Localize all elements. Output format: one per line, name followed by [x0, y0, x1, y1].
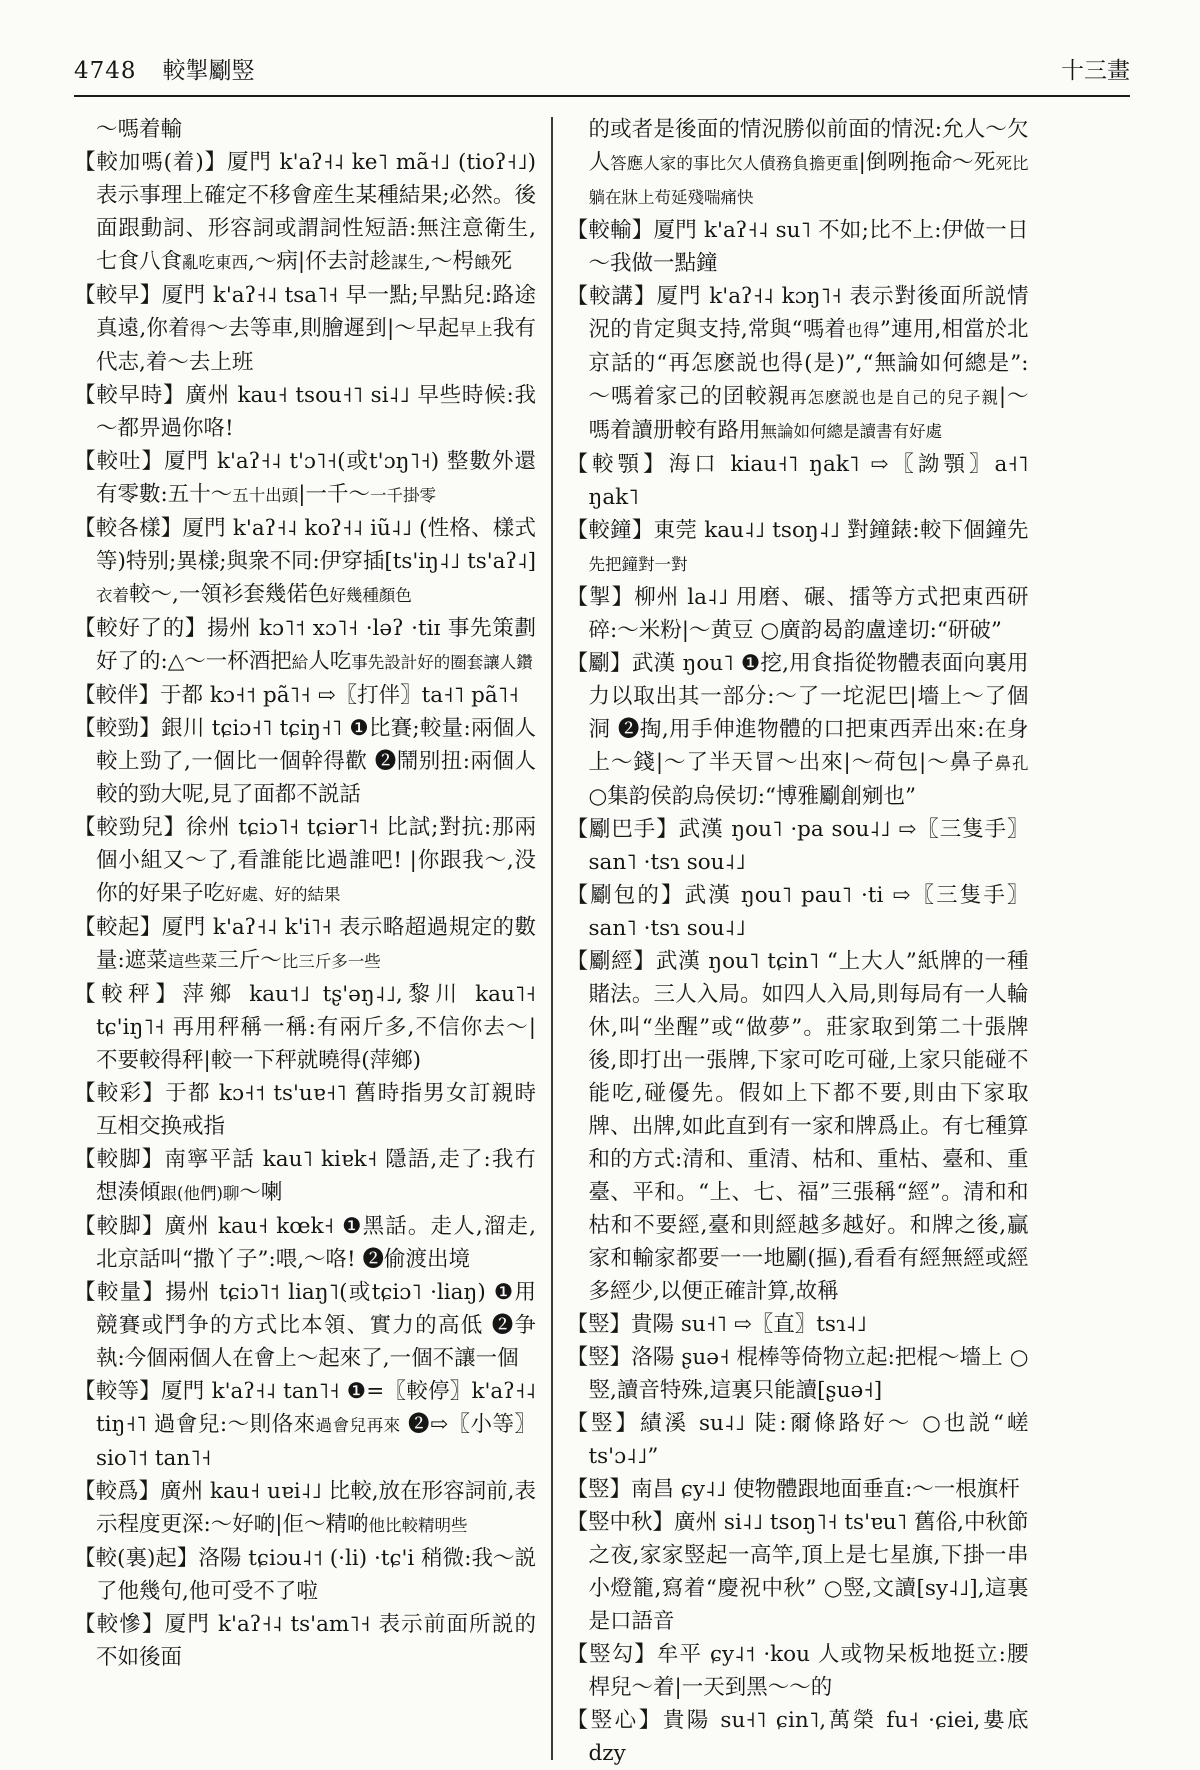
gloss-text: 先把鐘對一對 [588, 555, 688, 574]
entry-text: 【竪】貴陽 su˧˥ ⇨〖直〗tsɿ˨˩ [566, 1312, 867, 1337]
entry-text: ～去等車,則膾遲到|～早起 [206, 316, 460, 341]
entry-text: 人吃 [308, 649, 352, 674]
gloss-text: 五十出頭 [232, 486, 299, 505]
dictionary-entry [567, 214, 1029, 280]
entry-text: 【較顎】海口 kiau˧˥ ŋak˥ ⇨〖詏顎〗a˧˥ ŋak˥ [566, 452, 1029, 510]
stroke-section-label: 十三畫 [1061, 58, 1130, 84]
entry-text: 【竪中秋】廣州 si˨˩ tsoŋ˥˧ ts'ɐu˥ 舊俗,中秋節之夜,家家竪起一高竿,頂上是七星旗,下掛一串小燈籠,寫着“慶祝中秋” ○竪,文讀[sy˨˩],這裏是口語音 [566, 1510, 1029, 1634]
dictionary-entry [567, 813, 1029, 879]
header-rule [74, 95, 1130, 97]
dictionary-entry [74, 1375, 536, 1475]
entry-text: 【劚經】武漢 ŋou˥ tɕin˥ “上大人”紙牌的一種賭法。三人入局。如四人入局,則每局有一人輪休,叫“坐醒”或“做夢”。莊家取到第二十張牌後,即打出一張牌,下家可吃可碰,上家只能碰不能吃,碰優先。假如上下都不要,則由下家取牌、出牌,如此直到有一家和牌爲止。有七種算和的方式:清和、重清、枯和、重枯、臺和、重臺、平和。“上、七、福”三張稱“經”。清和和枯和不要經,臺和則經越多越好。和牌之後,贏家和輸家都要一一地劚(摳),看看有經無經或經多經少,以便正確計算,故稱 [566, 949, 1029, 1304]
gloss-text: 答應人家的事比欠人債務負擔更重 [610, 154, 859, 173]
dictionary-entry [74, 1276, 536, 1375]
gloss-text: 比三斤多一些 [281, 952, 381, 971]
entry-text: 【劚巴手】武漢 ŋou˥ ·pa sou˨˩ ⇨〖三隻手〗san˥ ·tsɿ sou˨˩ [566, 817, 1029, 875]
dictionary-entry [74, 512, 536, 612]
dictionary-entry [74, 445, 536, 512]
entry-text: ,～病|伓去討趁 [248, 249, 392, 274]
gloss-text: 衣着 [96, 586, 129, 605]
dictionary-entry [74, 612, 536, 679]
dictionary-entry [567, 280, 1029, 448]
entry-text: 的或者是後面的情況勝似前面的情況:允人～欠人 [588, 117, 1029, 175]
entry-text: 較～,一領衫套幾偌色 [129, 582, 330, 607]
entry-text: 【較好了的】揚州 kɔ˥˦ xɔ˥˧ ·ləʔ ·tiɪ 事先策劃好了的:△～一杯酒把 [74, 616, 536, 674]
entry-text: ”連用,相當於北京話的“再怎麽説也得(是)”,“無論如何總是”:～嗎着家己的囝較親 [588, 317, 1029, 409]
entry-text: 【較早】厦門 k'aʔ˧˨ tsa˥˧ 早一點;早點兒:路途真遠,你着 [74, 283, 536, 341]
entry-text: 【較等】厦門 k'aʔ˧˨ tan˥˧ ❶=〖較停〗k'aʔ˧˨ tiŋ˧˥ 過會兒:～則佫來 [74, 1379, 536, 1437]
dictionary-entry [567, 1308, 1029, 1341]
entry-text: |倒咧拖命～死 [858, 150, 996, 175]
entry-text: 【劚包的】武漢 ŋou˥ pau˥ ·ti ⇨〖三隻手〗san˥ ·tsɿ sou˨˩ [566, 883, 1029, 941]
entry-text: 三斤～ [217, 948, 282, 973]
entry-text: 【較脚】南寧平話 kau˥ kiɐk˧ 隱語,走了:我冇想湊傾 [74, 1147, 536, 1205]
entry-text: 【較勁兒】徐州 tɕiɔ˥˧ tɕiər˥˧ 比試;對抗:那兩個小組又～了,看誰能比過誰吧! |你跟我～,没你的好果子吃 [74, 815, 536, 906]
running-head-left [74, 52, 255, 85]
gloss-text: 死比躺在牀上苟延殘喘痛快 [588, 154, 1029, 207]
entry-text: 【較講】厦門 k'aʔ˧˨ kɔŋ˥˧ 表示對後面所説情況的肯定與支持,常與“嗎着 [566, 284, 1029, 342]
entry-text: 我有代志,着～去上班 [96, 316, 536, 375]
entry-text: 【較爲】廣州 kau˧ uɐi˨˩ 比較,放在形容詞前,表示程度更深:～好啲|佢～精啲 [74, 1479, 536, 1537]
entry-text: |～嗎着讀册較有路用 [588, 384, 1029, 443]
dictionary-entry [567, 581, 1029, 647]
dictionary-entry [74, 712, 536, 811]
dictionary-entry [567, 1638, 1029, 1704]
running-head [74, 52, 1130, 85]
entry-text: 【較慘】厦門 k'aʔ˧˨ ts'am˥˧ 表示前面所説的不如後面 [74, 1612, 536, 1670]
entry-text: 【掣】柳州 la˨˩ 用磨、碾、擂等方式把東西研碎:～米粉|～黄豆 ○廣韵曷韵盧達切:“研破” [566, 585, 1029, 643]
entry-text: 【較各樣】厦門 k'aʔ˧˨ koʔ˧˨ iũ˨˩ (性格、樣式等)特别;異樣;與衆不同:伊穿插[ts'iŋ˨˩ ts'aʔ˨] [74, 516, 536, 574]
entry-text: 【竪勾】牟平 ɕy˨˦ ·kou 人或物呆板地挺立:腰桿兒～着|一天到黑～～的 [566, 1642, 1029, 1700]
dictionary-entry [567, 647, 1029, 813]
dictionary-entry [567, 879, 1029, 945]
gloss-text: 過會兒再來 [315, 1416, 401, 1435]
dictionary-entry [74, 1210, 536, 1276]
gloss-text: 餓 [473, 253, 491, 272]
gloss-text: 得 [189, 320, 207, 339]
entry-text: 【竪】南昌 ɕy˨˩ 使物體跟地面垂直:～一根旗杆 [566, 1477, 1020, 1502]
gloss-text: 無論如何總是讀書有好處 [760, 422, 943, 441]
dictionary-entry [567, 448, 1029, 514]
entry-text: 【竪】績溪 su˨˩ 陡:爾條路好～ ○也説“嵯 ts'ɔ˨˩” [566, 1411, 1029, 1469]
left-column [74, 113, 536, 1770]
gloss-text: 也得 [846, 321, 880, 340]
dictionary-entry [74, 1475, 536, 1542]
entry-text: 【較起】厦門 k'aʔ˧˨ k'i˥˧ 表示略超過規定的數量:遮菜 [74, 915, 536, 973]
dictionary-entry [74, 379, 536, 445]
gloss-text: 謀生 [391, 253, 425, 272]
entry-text: ～嗎着輸 [96, 117, 183, 142]
entry-text: 【竪】洛陽 ʂuə˧ 棍棒等倚物立起:把棍～墻上 ○竪,讀音特殊,這裏只能讀[ʂuə˧] [566, 1345, 1029, 1403]
gloss-text: 亂吃東西 [182, 253, 249, 272]
gloss-text: 好幾種顏色 [329, 586, 412, 605]
entry-text: 【較加嗎(着)】厦門 k'aʔ˧˨ ke˥ mã˧˩ (tioʔ˧˩) 表示事理上確定不移會産生某種結果;必然。後面跟動詞、形容詞或謂詞性短語:無注意衛生,七食八食 [74, 150, 536, 274]
entry-text: 【較鐘】東莞 kau˨˩ tsoŋ˨˩ 對鐘錶:較下個鐘先 [566, 518, 1029, 543]
entry-text: ～喇 [239, 1180, 283, 1205]
head-characters: 較掣劚竪 [162, 58, 255, 84]
gloss-text: 事先設計好的圈套讓人鑽 [351, 653, 533, 672]
gloss-text: 一千掛零 [370, 486, 436, 505]
entry-text: 【較(裏)起】洛陽 tɕiɔu˨˦ (·li) ·tɕ'i 稍微:我～説了他幾句,他可受不了啦 [74, 1546, 536, 1604]
entry-text: 【較早時】廣州 kau˧ tsou˧˥ si˨˩ 早些時候:我～都畀過你咯! [74, 383, 536, 441]
gloss-text: 鼻孔 [994, 754, 1029, 773]
gloss-text: 好處、好的結果 [225, 885, 341, 904]
dictionary-entry [74, 978, 536, 1077]
dictionary-entry [74, 279, 536, 379]
dictionary-entry [567, 1407, 1029, 1473]
entry-text: 【較勁】銀川 tɕiɔ˧˥ tɕiŋ˧˥ ❶比賽;較量:兩個人較上勁了,一個比一個幹得歡 ❷鬧别扭:兩個人較的勁大呢,見了面都不説話 [74, 716, 536, 807]
entry-text: 【較輸】厦門 k'aʔ˧˨ su˥ 不如;比不上:伊做一日～我做一點鐘 [566, 218, 1029, 276]
gloss-text: 這些菜 [167, 952, 218, 971]
dictionary-entry [567, 514, 1029, 581]
two-column-body [74, 113, 1130, 1770]
entry-text: ○集韵侯韵烏侯切:“博雅劚創剜也” [588, 784, 916, 809]
entry-text: 【竪心】貴陽 su˧˥ ɕin˥,萬榮 fu˧ ·ɕiei,婁底 dzy [566, 1708, 1029, 1766]
dictionary-entry [74, 1077, 536, 1143]
dictionary-entry [74, 679, 536, 712]
column-divider [551, 117, 553, 1760]
dictionary-entry [74, 811, 536, 911]
entry-text: 【較伴】于都 kɔ˧˦ pã˥˧ ⇨〖打伴〗ta˧˥ pã˥˧ [74, 683, 519, 708]
entry-text: ❷⇨〖小等〗sio˥˦ tan˥˧ [96, 1412, 536, 1471]
dictionary-entry [567, 1506, 1029, 1638]
dictionary-entry [567, 1704, 1029, 1770]
dictionary-entry [567, 1341, 1029, 1407]
gloss-text: 跟(他們)聊 [160, 1184, 240, 1203]
entry-text: 【較脚】廣州 kau˧ kœk˧ ❶黑話。走人,溜走,北京話叫“撒丫子”:喂,～咯! ❷偷渡出境 [74, 1214, 536, 1272]
dictionary-entry [74, 911, 536, 978]
gloss-text: 早上 [459, 320, 493, 339]
entry-text: |一千～ [298, 482, 370, 507]
dictionary-entry [567, 945, 1029, 1308]
dictionary-entry [74, 1542, 536, 1608]
gloss-text: 給 [291, 653, 309, 672]
dictionary-entry [74, 1143, 536, 1210]
page-number: 4748 [74, 58, 137, 84]
entry-text: ,～枵 [424, 249, 474, 274]
dictionary-entry [74, 1608, 536, 1674]
entry-text: 【較吐】厦門 k'aʔ˧˨ t'ɔ˥˧(或t'ɔŋ˥˧) 整數外還有零數:五十～ [74, 449, 536, 507]
dictionary-entry [74, 146, 536, 279]
gloss-text: 再怎麽説也是自己的兒子親 [790, 388, 999, 407]
entry-text: 【劚】武漢 ŋou˥ ❶挖,用食指從物體表面向裏用力以取出其一部分:～了一坨泥巴|墻上～了個洞 ❷掏,用手伸進物體的口把東西弄出來:在身上～錢|～了半天冒～出來|～荷包|～鼻子 [566, 651, 1029, 775]
gloss-text: 他比較精明些 [368, 1516, 468, 1535]
entry-text: 死 [490, 249, 512, 274]
entry-continuation [74, 113, 536, 146]
dictionary-entry [567, 1473, 1029, 1506]
entry-text: 【較彩】于都 kɔ˧˦ ts'uɐ˧˥ 舊時指男女訂親時互相交换戒指 [74, 1081, 536, 1139]
entry-continuation [567, 113, 1029, 214]
right-column [567, 113, 1029, 1770]
entry-text: 【較量】揚州 tɕiɔ˥˦ liaŋ˥(或tɕiɔ˥ ·liaŋ) ❶用競賽或鬥争的方式比本領、實力的高低 ❷争執:今個兩個人在會上～起來了,一個不讓一個 [74, 1280, 536, 1371]
entry-text: 【較秤】萍鄉 kau˦˩ tʂ'əŋ˨˩,黎川 kau˥˧ tɕ'iŋ˥˧ 再用秤稱一稱:有兩斤多,不信你去～|不要較得秤|較一下秤就曉得(萍鄉) [74, 982, 536, 1073]
